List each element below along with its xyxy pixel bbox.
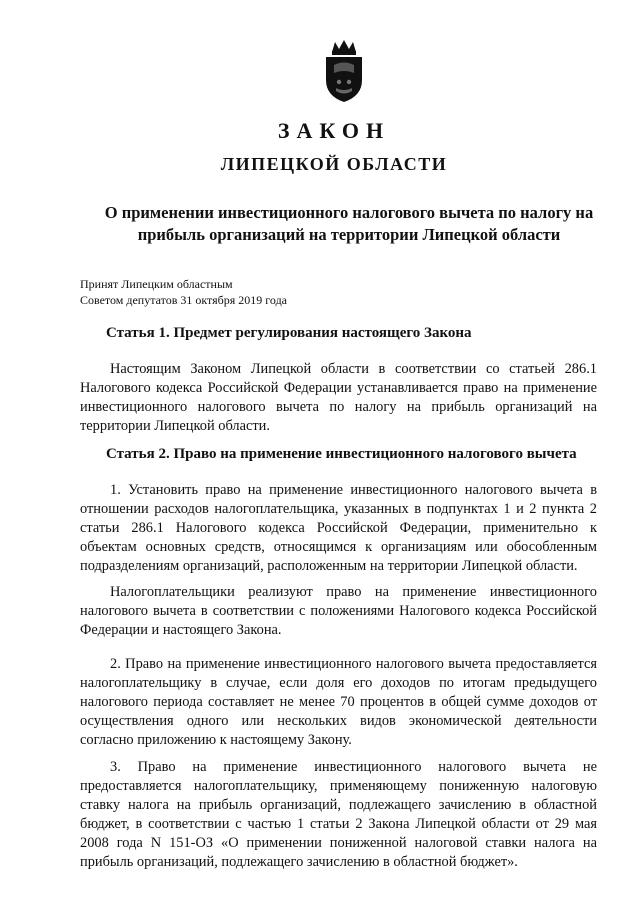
article-1-text: Настоящим Законом Липецкой области в соответствии со статьей 286.1 Налогового кодекса Российской Федерации устанавливается право на применение инвестиционного налогового вычета по налогу на прибыль организаций на территории Липецкой области. bbox=[80, 361, 597, 434]
article-2-paragraph-2: 2. Право на применение инвестиционного налогового вычета предоставляется налогоплательщику в случае, если доля его доходов по итогам предыдущего налогового периода составляет не менее 70 процентов в общей сумме доходов от осуществления одного или нескольких видов экономической деятельности согласно приложению к настоящему Закону. bbox=[80, 656, 597, 748]
document-title: О применении инвестиционного налогового вычета по налогу на прибыль организаций на территории Липецкой области bbox=[104, 203, 594, 244]
article-1-heading: Статья 1. Предмет регулирования настоящего Закона bbox=[106, 325, 472, 341]
adoption-line-2: Советом депутатов 31 октября 2019 года bbox=[80, 293, 287, 307]
law-title: ЗАКОН bbox=[277, 118, 391, 143]
adoption-note bbox=[80, 276, 287, 308]
article-2-paragraph-1b: Налогоплательщики реализуют право на применение инвестиционного налогового вычета в соответствии с положениями Налогового кодекса Российской Федерации и настоящего Закона. bbox=[80, 584, 597, 638]
adoption-line-1: Принят Липецким областным bbox=[80, 277, 233, 291]
article-2-heading: Статья 2. Право на применение инвестиционного налогового вычета bbox=[106, 446, 577, 462]
article-2-paragraph-1: 1. Установить право на применение инвестиционного налогового вычета в отношении расходов налогоплательщика, указанных в подпунктах 1 и 2 пункта 2 статьи 286.1 Налогового кодекса Российской Федерации, применительно к объектам основных средств, относящимся к организациям или обособленным подразделениям организаций, расположенным на территории Липецкой области. bbox=[80, 482, 597, 574]
coat-of-arms-icon bbox=[318, 38, 370, 104]
region-title: ЛИПЕЦКОЙ ОБЛАСТИ bbox=[220, 154, 448, 174]
article-2-paragraph-3: 3. Право на применение инвестиционного налогового вычета не предоставляется налогоплательщику, применяющему пониженную налоговую ставку налога на прибыль организаций, подлежащего зачислению в областной бюджет, в соответствии с частью 1 статьи 2 Закона Липецкой области от 29 мая 2008 года N 151-ОЗ «О применении пониженной налоговой ставки налога на прибыль организаций, подлежащего зачислению в областной бюджет». bbox=[80, 759, 597, 870]
